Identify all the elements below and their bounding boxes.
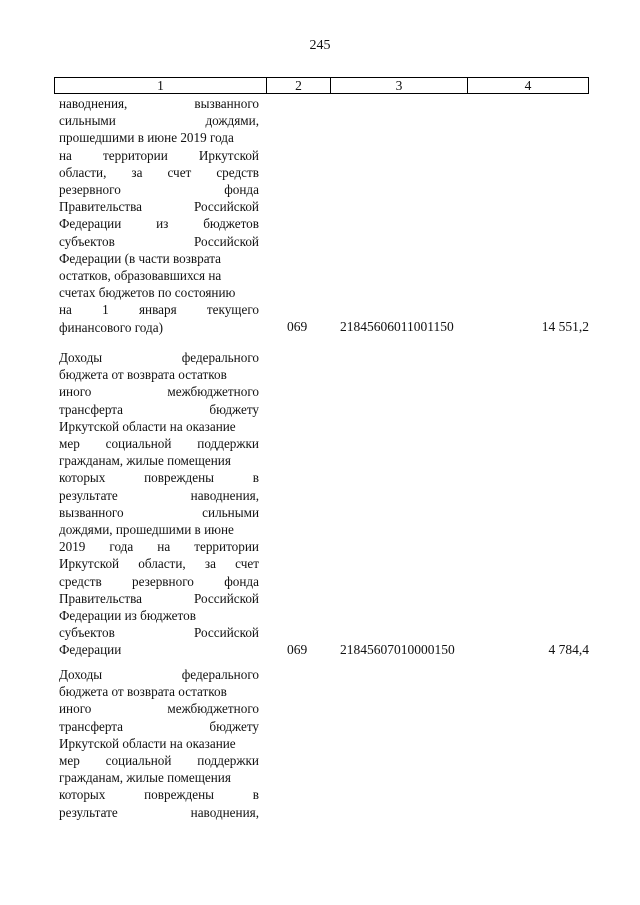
description-word: трансферта — [59, 718, 124, 734]
description-word: Федерации — [59, 642, 122, 658]
admin-code: 069 — [287, 319, 308, 334]
description-line — [59, 452, 259, 469]
description-line — [59, 435, 259, 452]
description-word: января — [138, 302, 177, 318]
description-word: межбюджетного — [167, 701, 259, 717]
description-word: поддержки — [197, 436, 259, 452]
description-line — [59, 590, 259, 607]
description-word: субъектов — [59, 233, 115, 249]
description-line — [59, 469, 259, 486]
description-word: средств — [216, 164, 259, 180]
description-word: федерального — [181, 667, 259, 682]
description-word: Иркутской — [198, 147, 259, 163]
row-description — [59, 666, 259, 821]
description-line — [59, 147, 259, 164]
description-word: субъектов — [59, 625, 115, 641]
table-row — [59, 666, 589, 821]
description-word: за — [131, 164, 143, 180]
description-line — [59, 129, 259, 146]
description-word: бюджета от возврата остатков — [59, 367, 227, 383]
description-word: социальной — [105, 436, 172, 452]
description-word: текущего — [206, 302, 259, 318]
description-line — [59, 752, 259, 769]
description-line — [59, 401, 259, 418]
column-header-1: 1 — [55, 78, 267, 93]
admin-code: 069 — [287, 642, 308, 657]
description-line — [59, 383, 259, 400]
description-word: бюджета от возврата остатков — [59, 684, 227, 700]
description-word: счет — [235, 556, 259, 572]
description-word: счетах бюджетов по состоянию — [59, 285, 236, 301]
description-word: бюджетов — [203, 216, 259, 232]
kbk-code: 21845606011001150 — [340, 319, 454, 334]
description-word: Федерации из бюджетов — [59, 608, 196, 624]
description-word: Правительства — [59, 199, 142, 215]
description-line — [59, 607, 259, 624]
description-line — [59, 624, 259, 641]
description-line — [59, 573, 259, 590]
description-word: иного — [59, 701, 92, 717]
description-word: на — [157, 539, 171, 555]
row-description — [59, 95, 259, 336]
description-word: которых — [59, 787, 106, 803]
description-word: Иркутской — [59, 556, 120, 572]
description-line — [59, 521, 259, 538]
description-word: территории — [194, 539, 259, 555]
description-line — [59, 267, 259, 284]
description-word: Федерации — [59, 216, 122, 232]
description-line — [59, 233, 259, 250]
description-line — [59, 735, 259, 752]
description-word: мер — [59, 753, 80, 769]
description-line — [59, 769, 259, 786]
description-word: гражданам, жилые помещения — [59, 770, 231, 786]
description-line — [59, 198, 259, 215]
description-word: повреждены — [144, 787, 215, 803]
description-word: гражданам, жилые помещения — [59, 453, 231, 469]
description-word: 1 — [102, 302, 109, 318]
description-line — [59, 804, 259, 821]
description-line — [59, 164, 259, 181]
description-word: на — [59, 302, 72, 318]
description-word: счет — [167, 164, 192, 180]
description-line — [59, 366, 259, 383]
description-word: финансового года) — [59, 319, 163, 335]
description-word: мер — [59, 436, 80, 452]
description-word: социальной — [105, 753, 172, 769]
description-word: остатков, образовавшихся на — [59, 268, 222, 284]
description-word: вызванного — [194, 96, 259, 111]
description-word: Российской — [194, 590, 259, 606]
description-word: резервного — [132, 573, 194, 589]
description-word: резервного — [59, 182, 121, 198]
description-word: Доходы — [59, 667, 103, 682]
description-line — [59, 181, 259, 198]
description-word: сильными — [202, 504, 259, 520]
description-word: сильными — [59, 113, 116, 129]
description-word: года — [109, 539, 134, 555]
description-word: которых — [59, 470, 106, 486]
column-header-2: 2 — [267, 78, 331, 93]
description-line — [59, 683, 259, 700]
description-word: области, — [59, 164, 107, 180]
description-word: вызванного — [59, 504, 124, 520]
description-word: иного — [59, 384, 92, 400]
description-word: Федерации (в части возврата — [59, 250, 221, 266]
description-word: Иркутской области на оказание — [59, 418, 236, 434]
description-line — [59, 301, 259, 318]
column-header-4: 4 — [524, 78, 532, 93]
description-word: из — [156, 216, 169, 232]
description-word: результате — [59, 804, 118, 820]
description-word: Российской — [194, 625, 259, 641]
description-line — [59, 487, 259, 504]
description-line — [59, 349, 259, 366]
description-word: средств — [59, 573, 102, 589]
description-word: трансферта — [59, 401, 124, 417]
description-word: в — [252, 787, 259, 803]
description-line — [59, 95, 259, 112]
description-word: Российской — [194, 199, 259, 215]
description-word: территории — [103, 147, 168, 163]
description-word: наводнения, — [190, 487, 259, 503]
description-word: наводнения, — [59, 96, 128, 111]
description-word: бюджету — [209, 718, 259, 734]
description-line — [59, 215, 259, 232]
table-row — [59, 349, 589, 659]
description-line — [59, 718, 259, 735]
description-line — [59, 112, 259, 129]
description-word: фонда — [224, 573, 259, 589]
description-word: повреждены — [144, 470, 215, 486]
kbk-code: 21845607010000150 — [340, 642, 455, 657]
description-line — [59, 319, 259, 336]
table-row — [59, 95, 589, 336]
description-line — [59, 504, 259, 521]
description-word: в — [252, 470, 259, 486]
description-word: фонда — [224, 182, 259, 198]
description-word: Российской — [194, 233, 259, 249]
description-word: Доходы — [59, 350, 103, 365]
description-word: межбюджетного — [167, 384, 259, 400]
description-word: прошедшими в июне 2019 года — [59, 130, 234, 146]
description-word: Иркутской области на оказание — [59, 735, 236, 751]
description-line — [59, 250, 259, 267]
description-line — [59, 700, 259, 717]
amount-value: 4 784,4 — [548, 642, 589, 657]
description-word: поддержки — [197, 753, 259, 769]
description-line — [59, 284, 259, 301]
description-word: результате — [59, 487, 118, 503]
description-line — [59, 786, 259, 803]
description-word: области, — [138, 556, 186, 572]
row-description — [59, 349, 259, 659]
table-header-row — [54, 77, 589, 94]
description-word: на — [59, 147, 72, 163]
page-number: 245 — [309, 38, 331, 53]
description-line — [59, 538, 259, 555]
description-word: дождями, прошедшими в июне — [59, 522, 234, 538]
description-word: за — [204, 556, 216, 572]
description-word: наводнения, — [190, 804, 259, 820]
description-word: бюджету — [209, 401, 259, 417]
description-line — [59, 555, 259, 572]
description-word: дождями, — [205, 113, 259, 129]
description-line — [59, 641, 259, 658]
amount-value: 14 551,2 — [541, 319, 589, 334]
description-word: федерального — [181, 350, 259, 365]
description-word: Правительства — [59, 590, 142, 606]
description-word: 2019 — [59, 539, 86, 555]
description-line — [59, 666, 259, 683]
description-line — [59, 418, 259, 435]
column-header-3: 3 — [331, 78, 468, 93]
